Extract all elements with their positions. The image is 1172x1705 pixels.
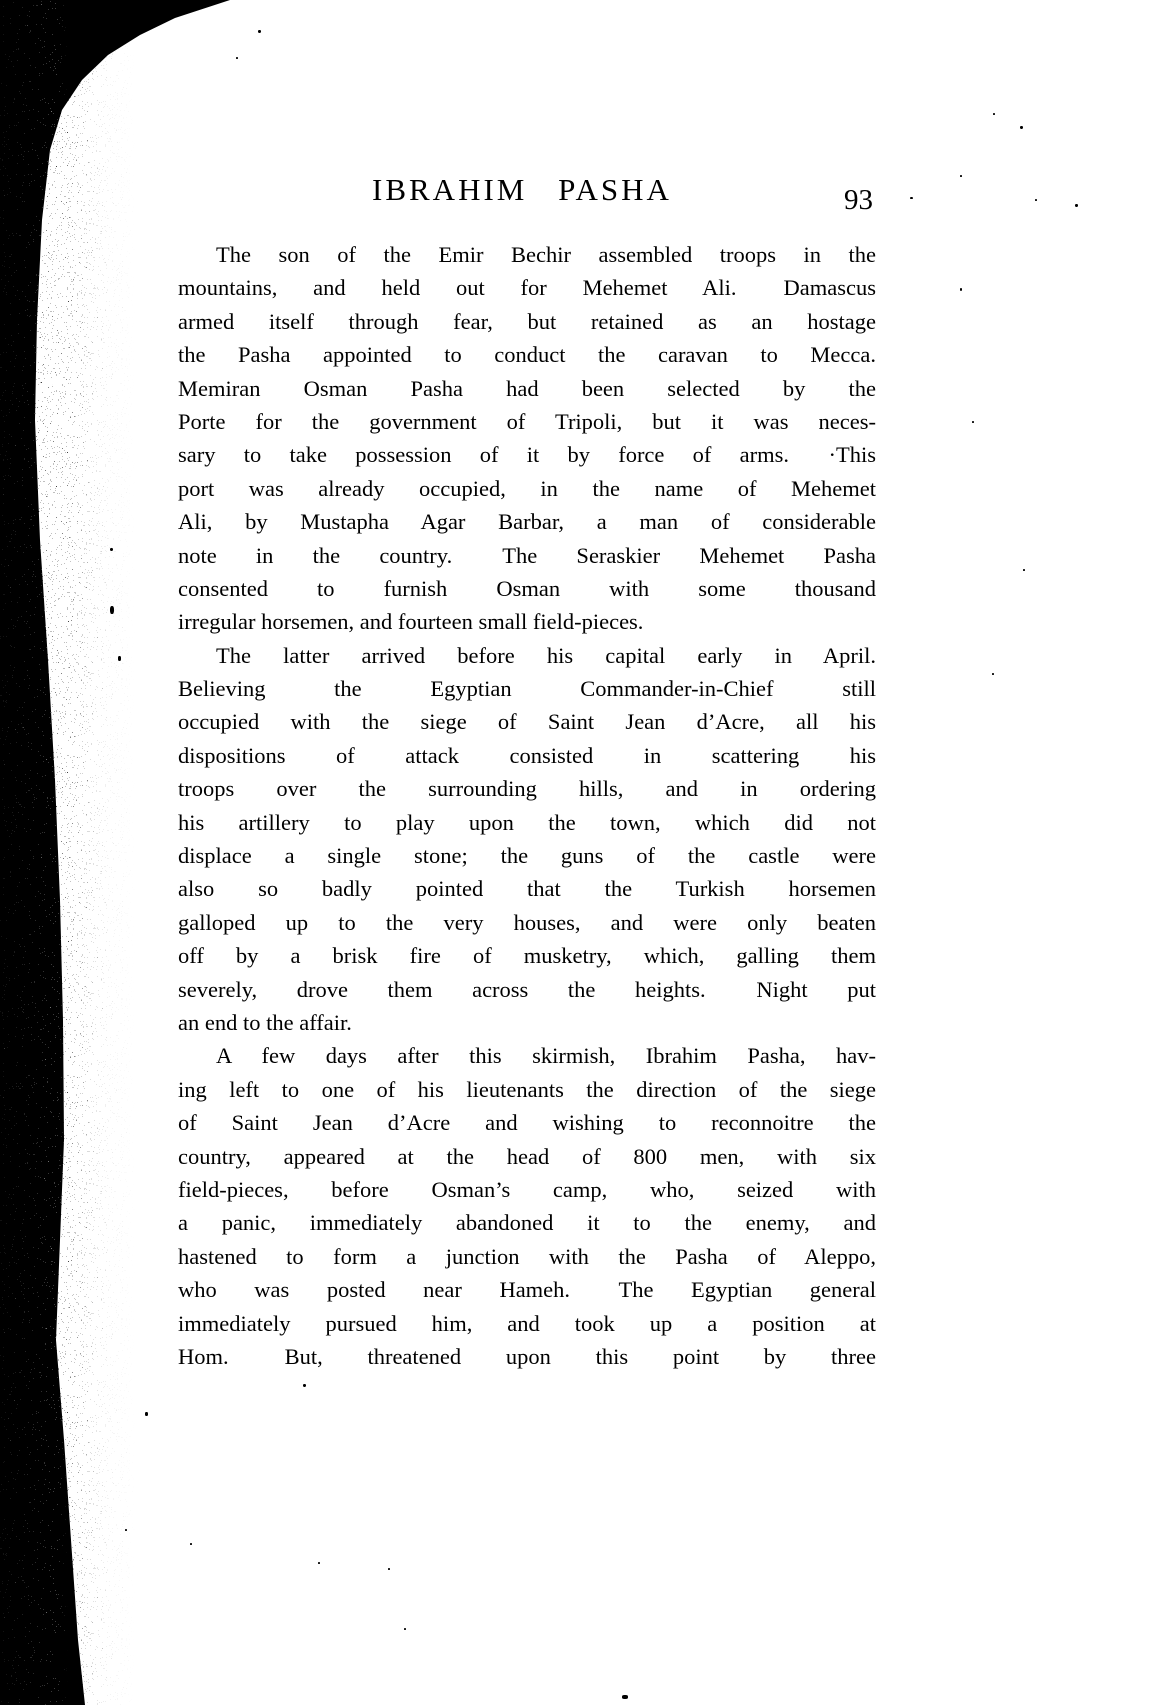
dust-speck (388, 1568, 390, 1570)
text-line: mountains, and held out for Mehemet Ali. Damascus (178, 275, 876, 301)
page-number: 93 (844, 184, 873, 216)
text-line: ing left to one of his lieutenants the direction of the siege (178, 1076, 876, 1102)
text-line: Hom. But, threatened upon this point by three (178, 1343, 876, 1369)
gutter-white-speckle (0, 0, 92, 1705)
dust-speck (1020, 126, 1023, 129)
dust-speck (993, 113, 995, 115)
dust-speck (1023, 569, 1025, 571)
text-line: note in the country. The Seraskier Mehemet Pasha (178, 542, 876, 568)
text-line: port was already occupied, in the name of Mehemet (178, 475, 876, 501)
text-line: consented to furnish Osman with some thousand (178, 575, 876, 601)
text-line: immediately pursued him, and took up a position at (178, 1310, 876, 1336)
text-line: armed itself through fear, but retained as an hostage (178, 308, 876, 334)
text-line: severely, drove them across the heights. Night put (178, 976, 876, 1002)
text-line: A few days after this skirmish, Ibrahim Pasha, hav- (216, 1043, 876, 1069)
text-line: the Pasha appointed to conduct the caravan to Mecca. (178, 342, 876, 368)
dust-speck (318, 1562, 320, 1564)
text-line: dispositions of attack consisted in scattering his (178, 742, 876, 768)
text-line: a panic, immediately abandoned it to the enemy, and (178, 1210, 876, 1236)
text-line: field-pieces, before Osman’s camp, who, seized with (178, 1176, 876, 1202)
text-line: galloped up to the very houses, and were only beaten (178, 909, 876, 935)
dust-speck (960, 175, 962, 177)
dust-speck (910, 197, 913, 199)
text-line: who was posted near Hameh. The Egyptian general (178, 1277, 876, 1303)
text-line: also so badly pointed that the Turkish horsemen (178, 876, 876, 902)
text-line: hastened to form a junction with the Pasha of Aleppo, (178, 1243, 876, 1269)
text-line: sary to take possession of it by force of arms. ·This (178, 442, 876, 468)
body-text (178, 238, 876, 1373)
dust-speck (1075, 204, 1078, 207)
text-line: Memiran Osman Pasha had been selected by the (178, 375, 876, 401)
text-line: Porte for the government of Tripoli, but it was neces- (178, 408, 876, 434)
text-line: country, appeared at the head of 800 men, with six (178, 1143, 876, 1169)
running-title: IBRAHIM PASHA (372, 172, 672, 207)
dust-speck (960, 288, 962, 291)
text-line: irregular horsemen, and fourteen small field-pieces. (178, 609, 644, 635)
text-line: Ali, by Mustapha Agar Barbar, a man of considerable (178, 509, 876, 535)
dust-speck (622, 1695, 628, 1699)
dust-speck (258, 30, 261, 33)
text-line: The latter arrived before his capital early in April. (216, 642, 876, 668)
text-line: his artillery to play upon the town, which did not (178, 809, 876, 835)
dust-speck (1035, 199, 1037, 201)
dust-speck (972, 421, 974, 423)
text-line: off by a brisk fire of musketry, which, galling them (178, 943, 876, 969)
text-line: troops over the surrounding hills, and in ordering (178, 776, 876, 802)
text-line: displace a single stone; the guns of the castle were (178, 843, 876, 869)
text-line: occupied with the siege of Saint Jean d’Acre, all his (178, 709, 876, 735)
text-line: an end to the affair. (178, 1009, 352, 1035)
text-line: of Saint Jean d’Acre and wishing to reconnoitre the (178, 1110, 876, 1136)
text-line: Believing the Egyptian Commander-in-Chief still (178, 676, 876, 702)
dust-speck (303, 1384, 306, 1387)
dust-speck (404, 1628, 406, 1630)
dust-speck (992, 673, 994, 675)
text-line: The son of the Emir Bechir assembled troops in the (216, 242, 876, 267)
